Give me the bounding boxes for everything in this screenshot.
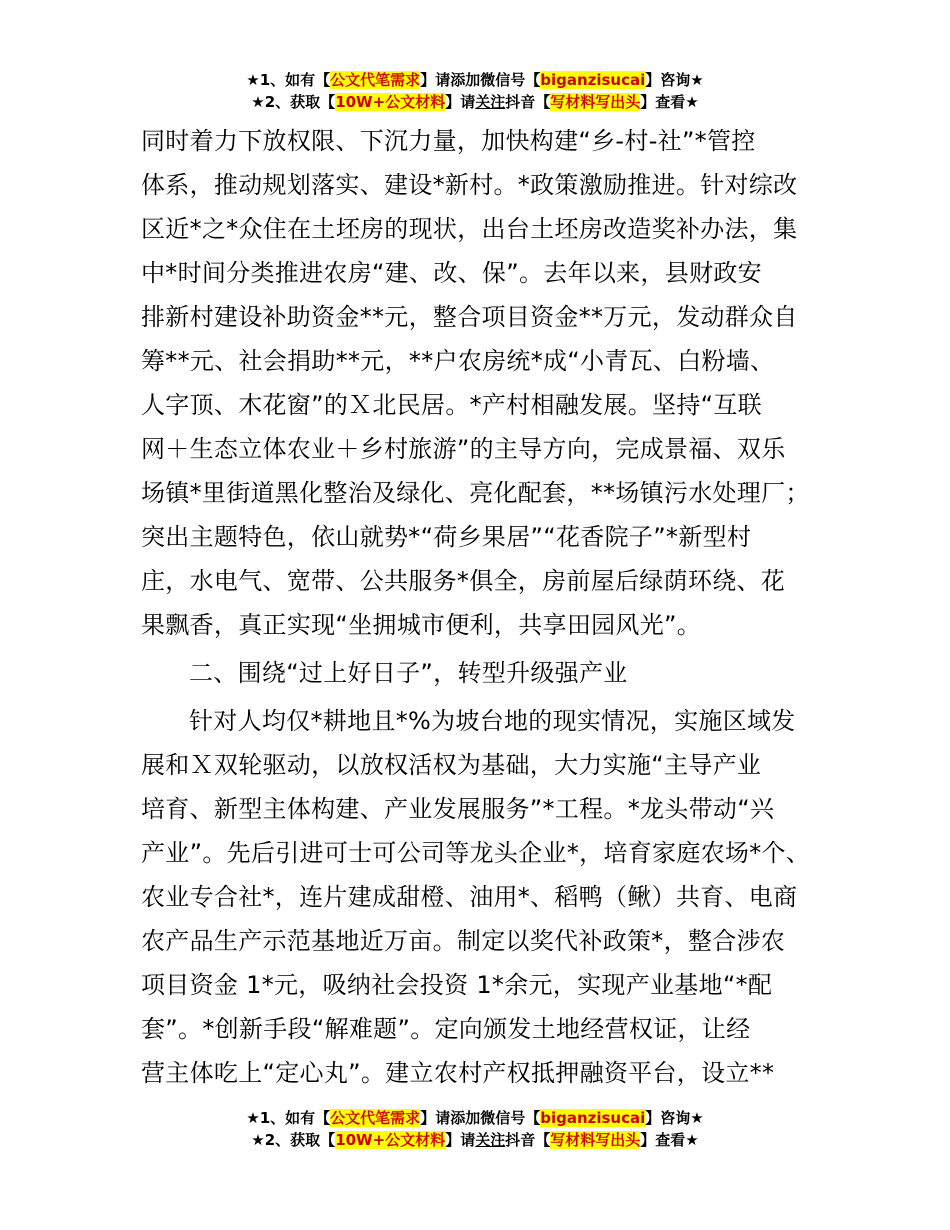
banner-text: 】咨询★ xyxy=(645,71,704,89)
body-line: 套”。*创新手段“解难题”。定向颁发土地经营权证，让经 xyxy=(141,1015,751,1043)
body-line: 展和Ｘ双轮驱动，以放权活权为基础，大力实施“主导产业 xyxy=(141,751,762,779)
banner-text: 】请添加微信号【 xyxy=(420,1109,541,1127)
section-heading: 二、围绕“过上好日子”，转型升级强产业 xyxy=(189,659,628,687)
banner-highlight: 写材料写出头 xyxy=(550,1131,641,1149)
body-line: 体系，推动规划落实、建设*新村。*政策激励推进。针对综改 xyxy=(141,171,798,199)
body-line: 果飘香，真正实现“坐拥城市便利，共享田园风光”。 xyxy=(141,611,702,639)
footer-banner xyxy=(0,1107,950,1151)
document-body xyxy=(141,119,841,1095)
body-line: 场镇*里街道黑化整治及绿化、亮化配套，**场镇污水处理厂； xyxy=(141,479,810,507)
banner-highlight: 写材料写出头 xyxy=(550,93,641,111)
banner-text: ★2、获取【 xyxy=(251,1131,336,1149)
banner-text: 】请 xyxy=(445,93,476,111)
body-line: 农业专合社*，连片建成甜橙、油用*、稻鸭（鳅）共育、电商 xyxy=(141,883,798,911)
body-line: 突出主题特色，依山就势*“荷乡果居”“花香院子”*新型村 xyxy=(141,523,752,551)
body-line: 庄，水电气、宽带、公共服务*俱全，房前屋后绿荫环绕、花 xyxy=(141,567,786,595)
banner-text: 抖音【 xyxy=(505,1131,551,1149)
banner-text: ★1、如有【 xyxy=(246,1109,331,1127)
body-line: 排新村建设补助资金**元，整合项目资金**万元，发动群众自 xyxy=(141,303,798,331)
banner-underlined-text: 关注 xyxy=(475,93,506,111)
banner-highlight: 公文代笔需求 xyxy=(330,71,421,89)
banner-text: 】查看★ xyxy=(640,1131,699,1149)
banner-highlight: 10W+公文材料 xyxy=(335,1131,446,1149)
body-line: 培育、新型主体构建、产业发展服务”*工程。*龙头带动“兴 xyxy=(141,795,775,823)
body-line: 项目资金 1*元，吸纳社会投资 1*余元，实现产业基地“*配 xyxy=(141,971,773,999)
body-line: 区近*之*众住在土坯房的现状，出台土坯房改造奖补办法，集 xyxy=(141,215,798,243)
wechat-id-highlight: biganzisucai xyxy=(540,71,646,89)
banner-highlight: 公文代笔需求 xyxy=(330,1109,421,1127)
wechat-id-highlight: biganzisucai xyxy=(540,1109,646,1127)
body-line: 网＋生态立体农业＋乡村旅游”的主导方向，完成景福、双乐 xyxy=(141,435,786,463)
body-line: 针对人均仅*耕地且*%为坡台地的现实情况，实施区域发 xyxy=(189,707,796,735)
banner-underlined-text: 关注 xyxy=(475,1131,506,1149)
header-banner xyxy=(0,69,950,113)
banner-text: ★2、获取【 xyxy=(251,93,336,111)
body-line: 同时着力下放权限、下沉力量，加快构建“乡-村-社”*管控 xyxy=(141,127,756,155)
header-banner-line-1 xyxy=(0,69,950,91)
banner-text: 】查看★ xyxy=(640,93,699,111)
header-banner-line-2 xyxy=(0,91,950,113)
footer-banner-line-1 xyxy=(0,1107,950,1129)
body-line: 人字顶、木花窗”的Ｘ北民居。*产村相融发展。坚持“互联 xyxy=(141,391,762,419)
body-line: 营主体吃上“定心丸”。建立农村产权抵押融资平台，设立** xyxy=(141,1059,775,1087)
banner-text: 】请添加微信号【 xyxy=(420,71,541,89)
banner-text: 】请 xyxy=(445,1131,476,1149)
body-line: 农产品生产示范基地近万亩。制定以奖代补政策*，整合涉农 xyxy=(141,927,786,955)
body-line: 产业”。先后引进可士可公司等龙头企业*，培育家庭农场*个、 xyxy=(141,839,811,867)
footer-banner-line-2 xyxy=(0,1129,950,1151)
body-line: 中*时间分类推进农房“建、改、保”。去年以来，县财政安 xyxy=(141,259,762,287)
banner-text: 抖音【 xyxy=(505,93,551,111)
banner-text: ★1、如有【 xyxy=(246,71,331,89)
banner-text: 】咨询★ xyxy=(645,1109,704,1127)
body-line: 筹**元、社会捐助**元，**户农房统*成“小青瓦、白粉墙、 xyxy=(141,347,775,375)
banner-highlight: 10W+公文材料 xyxy=(335,93,446,111)
